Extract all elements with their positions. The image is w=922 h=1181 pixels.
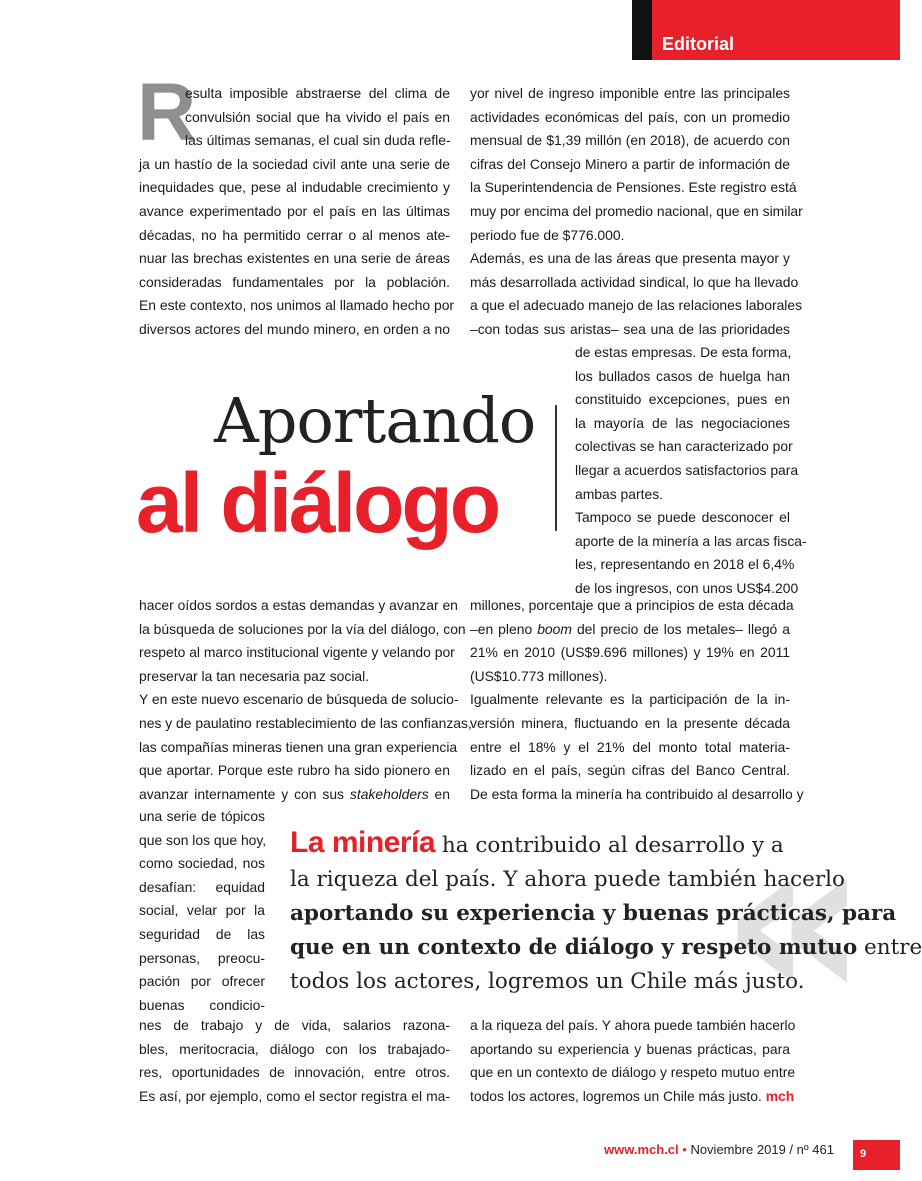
text-line: todos los actores, logremos un Chile más justo. mch — [470, 1087, 795, 1104]
column-left-mid — [139, 594, 472, 806]
text-line: nes y de paulatino restablecimiento de las confianzas, — [139, 714, 472, 731]
text-line: esulta imposible abstraerse del clima de — [185, 85, 450, 101]
headline-line-2: al diálogo — [136, 456, 499, 550]
footer-issue: Noviembre 2019 / nº 461 — [690, 1142, 834, 1157]
footer — [604, 1142, 834, 1157]
text-line: mensual de $1,39 millón (en 2018), de acuerdo con — [470, 132, 790, 149]
section-label: Editorial — [662, 34, 735, 54]
pull-quote-line-2: la riqueza del país. Y ahora puede también hacerlo — [290, 867, 845, 892]
text-line: los bullados casos de huelga han — [575, 367, 790, 384]
text-line: a que el adecuado manejo de las relaciones laborales — [470, 297, 803, 314]
text-line: llegar a acuerdos satisfactorios para — [575, 461, 799, 478]
text-line: de estas empresas. De esta forma, — [575, 344, 792, 360]
text-line: De esta forma la minería ha contribuido al desarrollo y — [470, 785, 804, 802]
page-number: 9 — [860, 1148, 867, 1160]
pull-quote-line-4-bold: que en un contexto de diálogo y respeto mutuo — [290, 935, 858, 960]
end-mark: mch — [765, 1087, 795, 1104]
section-tab-accent — [632, 0, 652, 60]
text-line: inequidades que, pese al indudable crecimiento y — [139, 179, 450, 196]
text-line: que en un contexto de diálogo y respeto mutuo entre — [470, 1064, 796, 1081]
text-line: la Superintendencia de Pensiones. Este registro está — [470, 179, 797, 196]
text-line: actividades económicas del país, con un promedio — [470, 108, 790, 125]
column-left-top — [185, 82, 450, 153]
text-line: avanzar internamente y con sus stakeholders en — [139, 785, 451, 802]
text-line: una serie de tópicos — [139, 808, 265, 824]
text-line: aporte de la minería a las arcas fisca- — [575, 532, 807, 549]
text-line: la búsqueda de soluciones por la vía del diálogo, con — [139, 620, 466, 637]
text-line: (US$10.773 millones). — [470, 667, 608, 684]
text-line: constituido excepciones, pues en — [575, 391, 790, 408]
pull-quote — [290, 826, 922, 999]
text-line: versión minera, fluctuando en la presente década — [470, 714, 790, 731]
text-line: pación por ofrecer — [139, 973, 265, 990]
text-line: social, velar por la — [139, 902, 265, 919]
column-right-bottom — [470, 1014, 796, 1108]
text-line: –en pleno boom del precio de los metales– llegó a — [470, 620, 790, 637]
text-line: millones, porcentaje que a principios de esta década — [470, 597, 794, 613]
text-line: hacer oídos sordos a estas demandas y avanzar en — [139, 597, 458, 613]
pull-quote-line-3: aportando su experiencia y buenas prácticas, para — [290, 901, 897, 926]
column-right-mid — [575, 341, 807, 601]
text-line: aportando su experiencia y buenas prácticas, para — [470, 1040, 790, 1057]
text-line: avance experimentado por el país en las últimas — [139, 202, 450, 219]
pull-quote-line-1: ha contribuido al desarrollo y a — [435, 833, 784, 858]
text-line: consideradas fundamentales por la población. — [139, 273, 450, 290]
headline-line-1: Aportando — [214, 384, 536, 457]
column-left-top-wide — [139, 153, 455, 342]
text-line: Tampoco se puede desconocer el — [575, 509, 790, 526]
text-line: la mayoría de las negociaciones — [575, 414, 790, 431]
pull-quote-line-4-rest: entre — [857, 935, 922, 960]
text-line: ja un hastío de la sociedad civil ante una serie de — [139, 155, 450, 172]
text-line: En este contexto, nos unimos al llamado hecho por — [139, 297, 455, 314]
text-line: Y en este nuevo escenario de búsqueda de solucio- — [139, 691, 459, 708]
text-line: personas, preocu- — [139, 949, 265, 966]
text-line: las últimas semanas, el cual sin duda refle- — [185, 132, 451, 149]
text-line: Además, es una de las áreas que presenta mayor y — [470, 250, 790, 267]
text-line: nuar las brechas existentes en una serie de áreas — [139, 250, 450, 267]
text-line: 21% en 2010 (US$9.696 millones) y 19% en 2011 — [470, 644, 790, 661]
quote-mark-icon: « — [720, 786, 869, 1053]
column-narrow — [139, 805, 265, 1017]
text-line: de los ingresos, con unos US$4.200 — [575, 579, 799, 596]
text-line: res, oportunidades de innovación, entre otros. — [139, 1064, 450, 1081]
drop-cap: R — [137, 67, 197, 158]
column-right-top — [470, 82, 803, 342]
text-line: lizado en el país, según cifras del Banco Central. — [470, 762, 790, 779]
text-line: que son los que hoy, — [139, 831, 267, 848]
footer-separator: • — [678, 1142, 691, 1157]
column-left-bottom — [139, 1014, 450, 1108]
text-line: colectivas se han caracterizado por — [575, 438, 793, 455]
text-line: Es así, por ejemplo, como el sector registra el ma- — [139, 1087, 450, 1104]
text-line: más desarrollada actividad sindical, lo que ha llevado — [470, 273, 799, 290]
footer-site-link[interactable]: www.mch.cl — [604, 1142, 679, 1157]
text-line: seguridad de las — [139, 925, 265, 942]
text-line: –con todas sus aristas– sea una de las prioridades — [470, 320, 790, 337]
text-line: les, representando en 2018 el 6,4% — [575, 556, 795, 573]
text-line: décadas, no ha permitido cerrar o al menos ate- — [139, 226, 450, 243]
text-line: cifras del Consejo Minero a partir de información de — [470, 155, 790, 172]
text-line: nes de trabajo y de vida, salarios razona- — [139, 1017, 450, 1033]
text-line: muy por encima del promedio nacional, que en similar — [470, 202, 803, 219]
headline-divider — [555, 405, 557, 531]
text-line: Igualmente relevante es la participación de la in- — [470, 691, 790, 708]
text-line: preservar la tan necesaria paz social. — [139, 667, 370, 684]
text-line: ambas partes. — [575, 485, 664, 502]
text-line: convulsión social que ha vivido el país en — [185, 108, 450, 125]
text-line: bles, meritocracia, diálogo con los trabajado- — [139, 1040, 450, 1057]
pull-quote-line-5: todos los actores, logremos un Chile más justo. — [290, 969, 805, 994]
text-line: como sociedad, nos — [139, 855, 265, 872]
text-line: a la riqueza del país. Y ahora puede también hacerlo — [470, 1017, 796, 1033]
text-line: las compañías mineras tienen una gran experiencia — [139, 738, 458, 755]
text-line: entre el 18% y el 21% del monto total materia- — [470, 738, 790, 755]
text-line: desafían: equidad — [139, 878, 265, 895]
column-right-lower — [470, 594, 804, 806]
text-line: que aportar. Porque este rubro ha sido pionero en — [139, 762, 450, 779]
text-line: buenas condicio- — [139, 996, 265, 1013]
text-line: diversos actores del mundo minero, en orden a no — [139, 320, 450, 337]
text-line: periodo fue de $776.000. — [470, 226, 625, 243]
pull-quote-lead: La minería — [290, 826, 436, 859]
text-line: respeto al marco institucional vigente y velando por — [139, 644, 455, 661]
text-line: yor nivel de ingreso imponible entre las principales — [470, 85, 790, 101]
